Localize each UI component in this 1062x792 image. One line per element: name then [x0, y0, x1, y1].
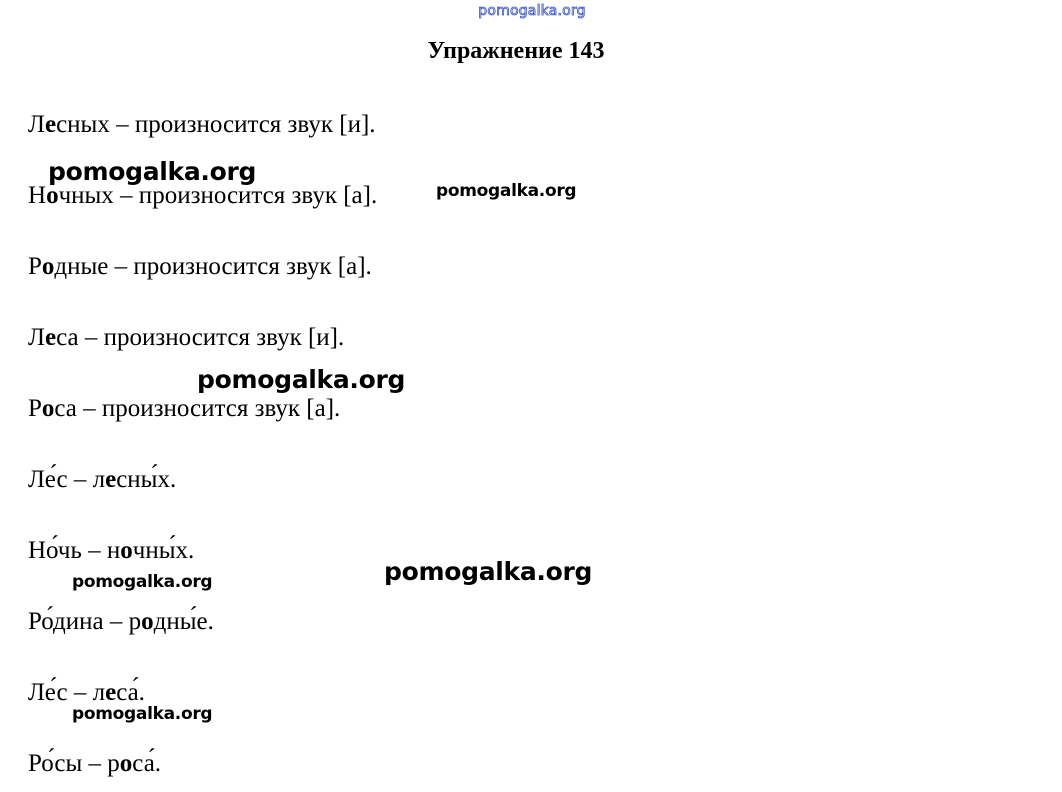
word-pair-line: Ро́сы – роса́. [28, 750, 162, 777]
answer-line: Роса – произносится звук [а]. [28, 395, 341, 422]
watermark: pomogalka.org [72, 704, 213, 724]
answer-line: Леса – произносится звук [и]. [28, 324, 345, 351]
watermark: pomogalka.org [436, 181, 577, 201]
word-pair-line: Ле́с – леса́. [28, 679, 145, 706]
word-pair-line: Ро́дина – родны́е. [28, 608, 214, 635]
word-pair-line: Но́чь – ночны́х. [28, 537, 195, 564]
exercise-title: Упражнение 143 [427, 38, 605, 64]
answer-line: Родные – произносится звук [а]. [28, 253, 372, 280]
answer-line: Ночных – произносится звук [а]. [28, 182, 378, 209]
watermark: pomogalka.org [384, 557, 593, 586]
watermark: pomogalka.org [48, 157, 257, 186]
watermark: pomogalka.org [197, 365, 406, 394]
word-pair-line: Ле́с – лесны́х. [28, 466, 177, 493]
watermark: pomogalka.org [72, 572, 213, 592]
site-watermark-top: pomogalka.org [478, 3, 586, 19]
answer-line: Лесных – произносится звук [и]. [28, 111, 376, 138]
